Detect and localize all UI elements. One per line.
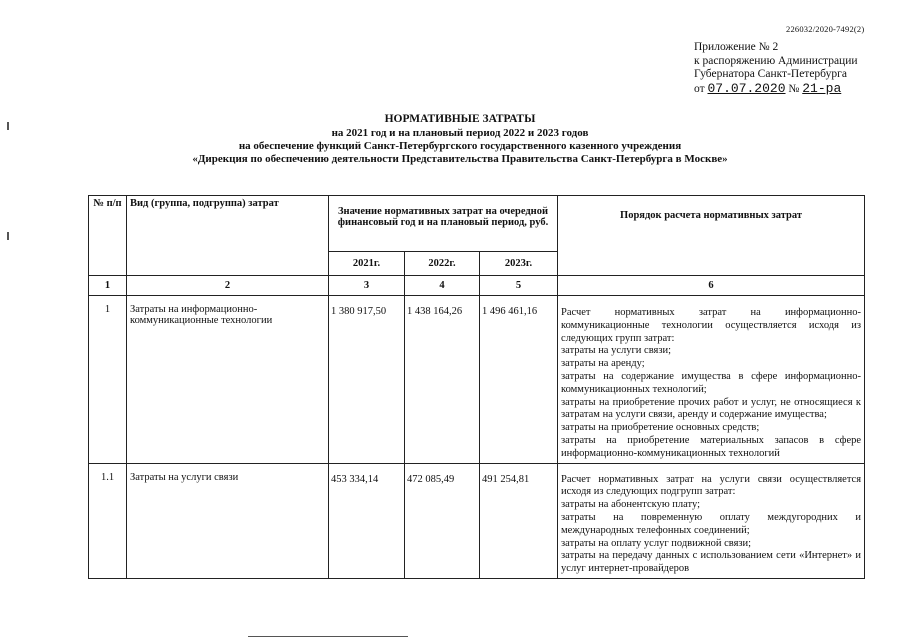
row-num: 1.1 xyxy=(89,463,127,578)
column-number: 5 xyxy=(480,276,558,296)
description-line: затраты на повременную оплату междугородних и международных телефонных соединений; xyxy=(561,511,862,536)
header-order: Порядок расчета нормативных затрат xyxy=(558,196,865,276)
header-2023: 2023г. xyxy=(480,252,558,276)
header-2022: 2022г. xyxy=(405,252,480,276)
row-num: 1 xyxy=(89,296,127,464)
row-value-2022: 1 438 164,26 xyxy=(405,296,480,464)
description-line: затраты на приобретение прочих работ и услуг, не относящиеся к затратам на услуги связи, аренду и содержание имущества; xyxy=(561,396,862,421)
scan-artifact xyxy=(7,122,9,130)
title-purpose: на обеспечение функций Санкт-Петербургского государственного казенного учреждения xyxy=(238,140,682,152)
row-description xyxy=(558,463,865,578)
header-2021: 2021г. xyxy=(329,252,405,276)
description-line: затраты на содержание имущества в сфере информационно-коммуникационных технологий; xyxy=(561,370,862,395)
description-line: затраты на приобретение материальных запасов в сфере информационно-коммуникационных технологий xyxy=(561,434,862,459)
description-line: затраты на передачу данных с использованием сети «Интернет» и услуг интернет-провайдеров xyxy=(561,550,862,575)
document-title-block xyxy=(80,113,840,166)
scan-artifact xyxy=(7,232,9,240)
row-value-2021: 453 334,14 xyxy=(329,463,405,578)
normative-costs-table xyxy=(88,195,865,579)
order-date: 07.07.2020 xyxy=(707,80,786,96)
date-prefix: от xyxy=(694,82,705,95)
column-number: 3 xyxy=(329,276,405,296)
column-number: 4 xyxy=(405,276,480,296)
appendix-line-2: к распоряжению Администрации xyxy=(694,54,858,67)
column-number: 6 xyxy=(558,276,865,296)
header-num: № п/п xyxy=(89,196,127,276)
row-value-2023: 1 496 461,16 xyxy=(480,296,558,464)
document-title: НОРМАТИВНЫЕ ЗАТРАТЫ xyxy=(384,113,536,125)
number-prefix: № xyxy=(788,82,800,95)
description-line: Расчет нормативных затрат на информационно-коммуникационные технологии осуществляется исходя из следующих групп затрат: xyxy=(561,307,862,344)
table-row xyxy=(89,296,865,464)
title-period: на 2021 год и на плановый период 2022 и 2023 годов xyxy=(331,127,589,139)
row-description xyxy=(558,296,865,464)
column-number: 1 xyxy=(89,276,127,296)
description-line: затраты на оплату услуг подвижной связи; xyxy=(561,537,752,549)
column-number: 2 xyxy=(127,276,329,296)
row-value-2022: 472 085,49 xyxy=(405,463,480,578)
scan-artifact xyxy=(248,636,408,637)
description-line: затраты на приобретение основных средств; xyxy=(561,422,760,434)
appendix-line-1: Приложение № 2 xyxy=(694,41,779,53)
order-number: 21-ра xyxy=(802,80,842,96)
appendix-line-3: Губернатора Санкт-Петербурга xyxy=(694,68,847,80)
description-line: затраты на услуги связи; xyxy=(561,345,672,357)
title-institution: «Дирекция по обеспечению деятельности Представительства Правительства Санкт-Петербурга в Москве» xyxy=(192,153,728,165)
document-number: 226032/2020-7492(2) xyxy=(786,24,865,34)
appendix-date-line xyxy=(694,82,858,97)
header-value: Значение нормативных затрат на очередной финансовый год и на плановый период, руб. xyxy=(329,196,558,252)
description-line: Расчет нормативных затрат на услуги связи осуществляется исходя из следующих подгрупп затрат: xyxy=(561,473,862,498)
row-name: Затраты на информационно-коммуникационные технологии xyxy=(127,296,329,464)
row-value-2021: 1 380 917,50 xyxy=(329,296,405,464)
row-name: Затраты на услуги связи xyxy=(127,463,329,578)
description-line: затраты на абонентскую плату; xyxy=(561,499,701,511)
appendix-block xyxy=(694,41,858,96)
table-row xyxy=(89,463,865,578)
row-value-2023: 491 254,81 xyxy=(480,463,558,578)
header-type: Вид (группа, подгруппа) затрат xyxy=(127,196,329,276)
description-line: затраты на аренду; xyxy=(561,358,645,370)
